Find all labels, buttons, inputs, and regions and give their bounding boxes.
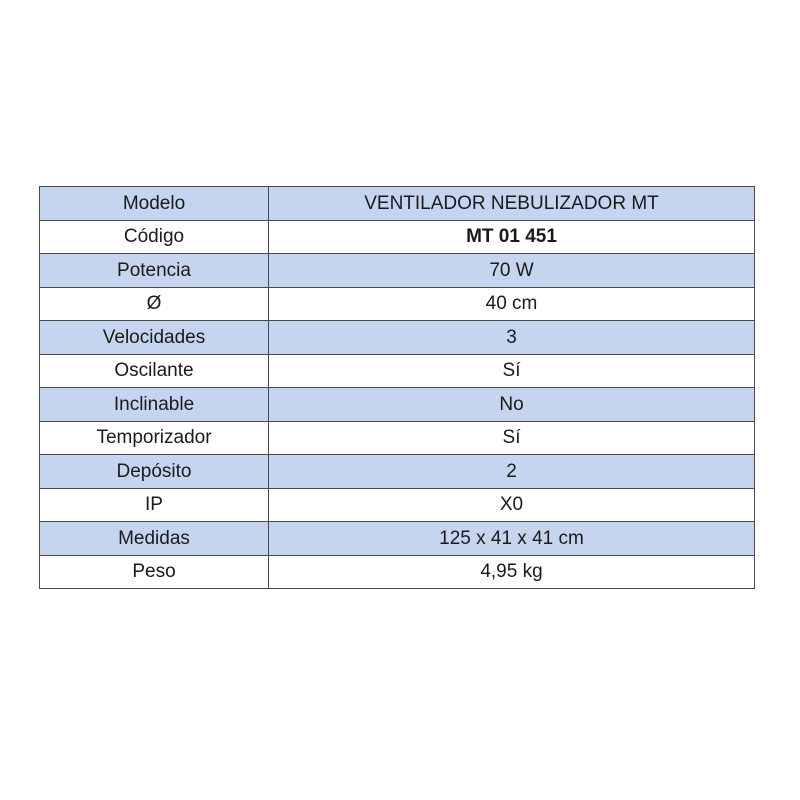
spec-label: Temporizador [40, 421, 269, 455]
spec-label: Código [40, 220, 269, 254]
spec-label: Oscilante [40, 354, 269, 388]
spec-row-deposito [40, 455, 755, 489]
spec-value: No [269, 388, 755, 422]
spec-row-velocidades [40, 321, 755, 355]
spec-value: 3 [269, 321, 755, 355]
spec-value: MT 01 451 [269, 220, 755, 254]
spec-row-medidas [40, 522, 755, 556]
spec-row-inclinable [40, 388, 755, 422]
spec-row-modelo [40, 187, 755, 221]
spec-label: Velocidades [40, 321, 269, 355]
spec-value: 40 cm [269, 287, 755, 321]
spec-row-potencia [40, 254, 755, 288]
spec-value: 70 W [269, 254, 755, 288]
spec-label: Modelo [40, 187, 269, 221]
spec-label: Ø [40, 287, 269, 321]
spec-row-diametro [40, 287, 755, 321]
spec-label: Potencia [40, 254, 269, 288]
spec-value: Sí [269, 354, 755, 388]
spec-row-peso [40, 555, 755, 589]
spec-label: Inclinable [40, 388, 269, 422]
spec-value: VENTILADOR NEBULIZADOR MT [269, 187, 755, 221]
spec-table [39, 186, 755, 589]
spec-label: Peso [40, 555, 269, 589]
spec-value: 125 x 41 x 41 cm [269, 522, 755, 556]
spec-label: Depósito [40, 455, 269, 489]
spec-row-codigo [40, 220, 755, 254]
spec-row-ip [40, 488, 755, 522]
spec-row-temporizador [40, 421, 755, 455]
spec-row-oscilante [40, 354, 755, 388]
spec-value: X0 [269, 488, 755, 522]
spec-value: 4,95 kg [269, 555, 755, 589]
spec-label: IP [40, 488, 269, 522]
spec-value: 2 [269, 455, 755, 489]
spec-value: Sí [269, 421, 755, 455]
spec-label: Medidas [40, 522, 269, 556]
